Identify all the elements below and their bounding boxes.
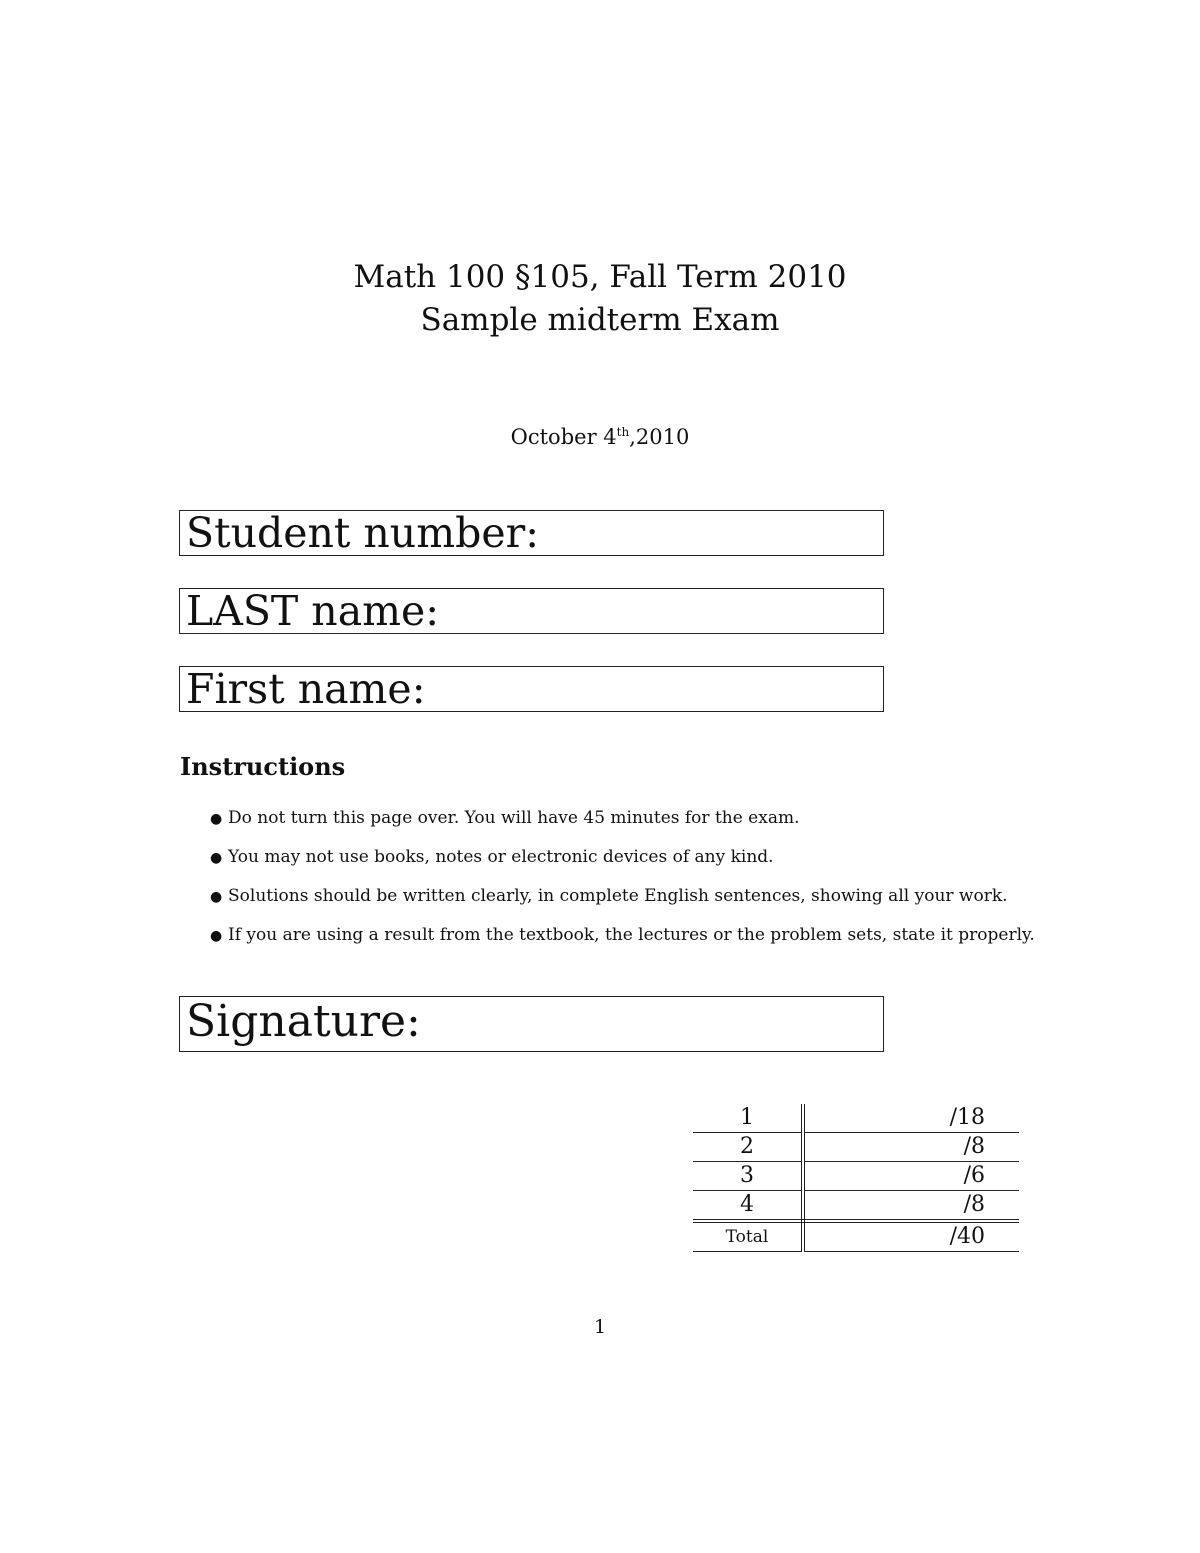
last-name-label: LAST name:	[186, 588, 440, 634]
instruction-item	[210, 884, 1035, 923]
date-ordinal: th	[616, 425, 630, 439]
bullet-icon: ●	[210, 889, 223, 905]
page-number: 1	[593, 1316, 607, 1338]
instruction-text: Solutions should be written clearly, in complete English sentences, showing all your work.	[228, 886, 1008, 906]
instruction-item	[210, 806, 1035, 845]
question-number: 4	[693, 1191, 803, 1222]
score-row	[693, 1191, 1019, 1222]
first-name-label: First name:	[186, 666, 426, 712]
question-number: 3	[693, 1162, 803, 1191]
total-row	[693, 1221, 1019, 1252]
exam-title-course: Math 100 §105, Fall Term 2010	[353, 259, 847, 295]
student-number-field[interactable]	[179, 510, 884, 556]
instruction-item	[210, 923, 1035, 962]
instruction-text: If you are using a result from the textbook, the lectures or the problem sets, state it properly.	[228, 925, 1035, 945]
total-points: /40	[803, 1221, 1019, 1252]
instruction-text: Do not turn this page over. You will have 45 minutes for the exam.	[228, 808, 800, 828]
question-number: 1	[693, 1104, 803, 1133]
exam-date	[0, 425, 1200, 449]
instructions-heading: Instructions	[180, 752, 346, 781]
question-points: /8	[803, 1191, 1019, 1222]
score-row	[693, 1162, 1019, 1191]
date-text: October 4	[510, 425, 617, 449]
student-number-label: Student number:	[186, 510, 540, 556]
instruction-item	[210, 845, 1035, 884]
instructions-list	[210, 806, 1035, 962]
bullet-icon: ●	[210, 928, 223, 944]
question-number: 2	[693, 1133, 803, 1162]
total-label: Total	[693, 1221, 803, 1252]
bullet-icon: ●	[210, 811, 223, 827]
exam-title-type: Sample midterm Exam	[420, 302, 780, 338]
last-name-field[interactable]	[179, 588, 884, 634]
date-year: ,2010	[629, 425, 690, 449]
instruction-text: You may not use books, notes or electronic devices of any kind.	[228, 847, 774, 867]
score-row	[693, 1104, 1019, 1133]
question-points: /18	[803, 1104, 1019, 1133]
bullet-icon: ●	[210, 850, 223, 866]
signature-field[interactable]	[179, 996, 884, 1052]
first-name-field[interactable]	[179, 666, 884, 712]
question-points: /8	[803, 1133, 1019, 1162]
score-row	[693, 1133, 1019, 1162]
signature-label: Signature:	[186, 996, 421, 1047]
score-table	[693, 1104, 1019, 1252]
question-points: /6	[803, 1162, 1019, 1191]
